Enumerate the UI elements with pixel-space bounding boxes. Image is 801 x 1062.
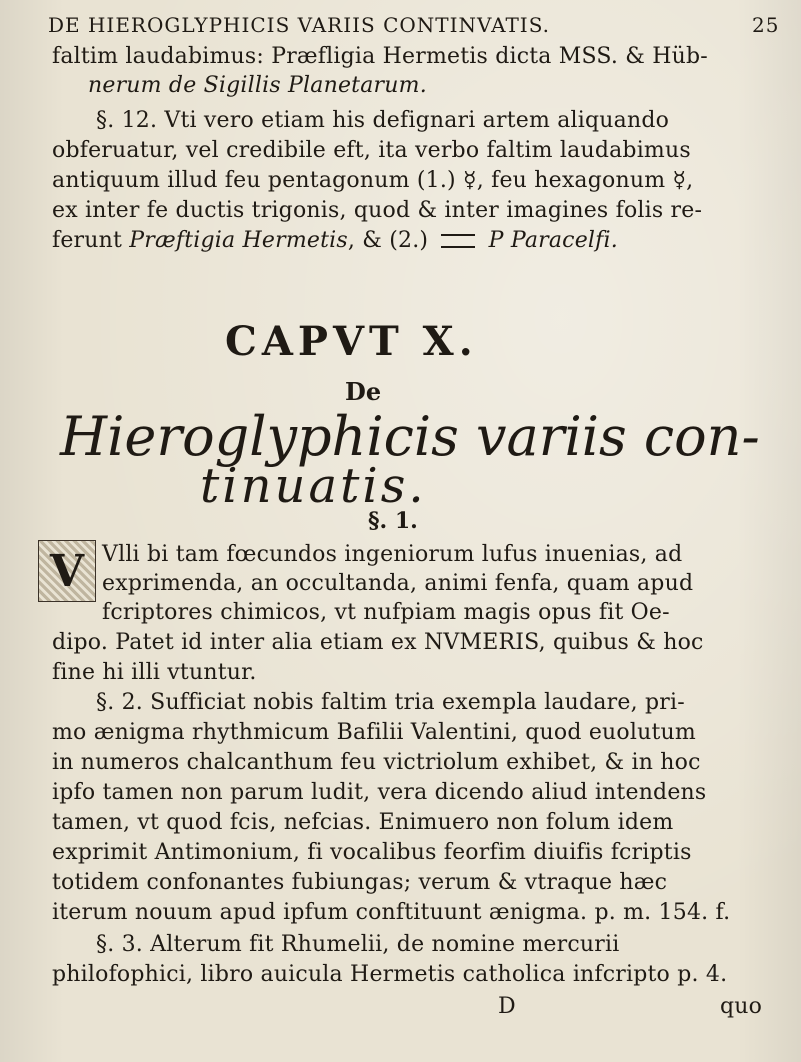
line-text-italic: Præftigia Hermetis [129,228,348,253]
line-text: tamen, vt quod fcis, nefcias. Enimuero non folum idem [52,810,674,835]
double-rule-symbol [441,234,475,248]
line-text: §. 12. Vti vero etiam his defignari artem aliquando [96,108,670,133]
section-paragraph [96,108,669,134]
text-line [52,810,673,836]
chapter-title-line1: Hieroglyphicis variis con- [60,405,760,468]
decorated-initial [38,540,96,602]
text-line [52,840,692,866]
line-text-italic: P Paracelfi. [488,228,618,253]
text-line [52,44,708,70]
text-line [52,228,618,254]
initial-letter: V [49,545,85,597]
text-line [52,720,696,746]
section-paragraph [96,690,685,716]
text-line [52,198,702,224]
catchword: quo [720,994,763,1019]
line-text: nerum de Sigillis Planetarum. [88,73,427,98]
text-line [88,73,427,99]
text-line [102,571,693,597]
text-line [52,168,693,194]
line-text: Vlli bi tam fœcundos ingeniorum lufus inuenias, ad [102,542,683,567]
text-line [52,900,730,926]
text-line [52,138,691,164]
text-line [52,962,727,988]
line-text: exprimit Antimonium, fi vocalibus feorfim diuifis fcriptis [52,840,692,865]
line-text: §. 3. Alterum fit Rhumelii, de nomine mercurii [96,932,620,957]
line-text: ex inter fe ductis trigonis, quod & inter imagines folis re- [52,198,703,223]
section-number: §. 1. [368,508,418,534]
line-text: exprimenda, an occultanda, animi fenfa, quam apud [102,571,694,596]
line-text: in numeros chalcanthum feu victriolum exhibet, & in hoc [52,750,701,775]
section-paragraph [96,932,619,958]
line-text: iterum nouum apud ipfum conftituunt ænigma. p. m. 154. f. [52,900,731,925]
text-line [52,780,706,806]
text-line [102,542,682,568]
text-line [52,630,704,656]
line-text: §. 2. Sufficiat nobis faltim tria exempla laudare, pri- [96,690,685,715]
line-text: faltim laudabimus: Præfligia Hermetis dicta MSS. & Hüb- [52,44,708,69]
line-text: fine hi illi vtuntur. [52,660,257,685]
line-text: , & (2.) [347,228,429,253]
line-text: dipo. Patet id inter alia etiam ex NVMERIS, quibus & hoc [52,630,704,655]
line-text: ipfo tamen non parum ludit, vera dicendo aliud intendens [52,780,707,805]
running-head-text: DE HIEROGLYPHICIS VARIIS CONTINVATIS. [48,13,551,37]
chapter-title-de: De [345,377,382,406]
line-text: ferunt [52,228,130,253]
line-text: philofophici, libro auicula Hermetis catholica infcripto p. 4. [52,962,728,987]
signature-mark: D [498,994,516,1019]
text-line [52,660,257,686]
chapter-title-line2: tinuatis. [200,458,427,514]
line-text: mo ænigma rhythmicum Bafilii Valentini, quod euolutum [52,720,696,745]
line-text: totidem confonantes fubiungas; verum & vtraque hæc [52,870,668,895]
running-head [48,12,780,38]
line-text: obferuatur, vel credibile eft, ita verbo faltim laudabimus [52,138,691,163]
page-number: 25 [752,13,780,37]
text-line [52,870,667,896]
text-line [52,750,701,776]
line-text: fcriptores chimicos, vt nufpiam magis opus fit Oe- [102,600,670,625]
text-line [102,600,670,626]
chapter-heading: CAPVT X. [225,318,478,365]
line-text: antiquum illud feu pentagonum (1.) ☿, feu hexagonum ☿, [52,168,694,193]
